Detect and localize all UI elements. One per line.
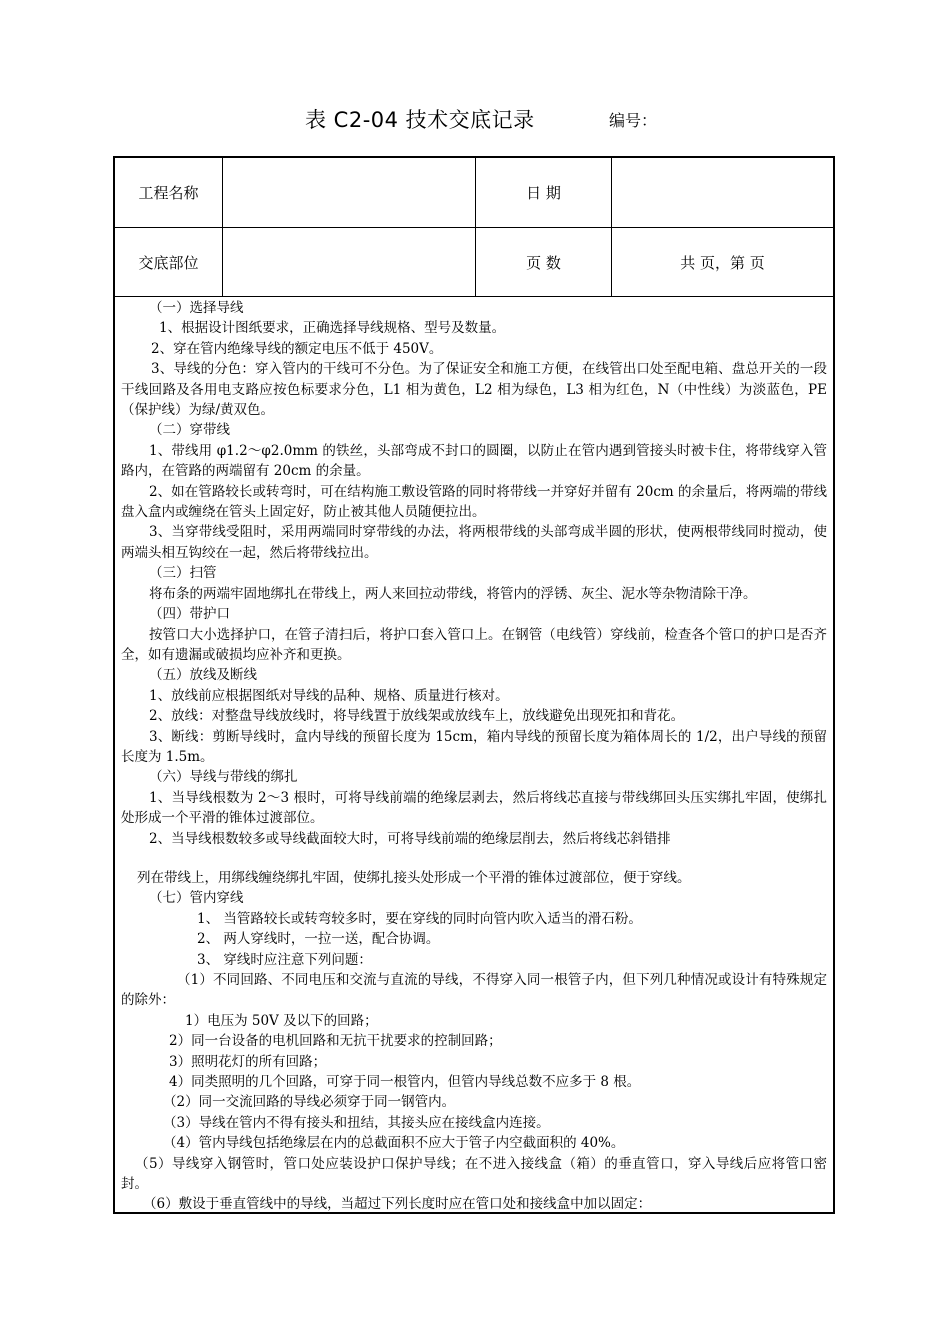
content-line: 1、 当管路较长或转弯较多时，要在穿线的同时向管内吹入适当的滑石粉。 xyxy=(197,910,642,927)
content-line: 2、当导线根数较多或导线截面较大时，可将导线前端的绝缘层削去，然后将线芯斜错排 xyxy=(149,830,671,847)
content-line: （四）带护口 xyxy=(149,606,230,623)
content-line: 3、断线：剪断导线时，盒内导线的预留长度为 15cm，箱内导线的预留长度为箱体周长的 1/2，出户导线的预留长度为 1.5m。 xyxy=(121,728,827,765)
content-line: 1、放线前应根据图纸对导线的品种、规格、质量进行核对。 xyxy=(149,687,509,704)
project-name-label: 工程名称 xyxy=(138,184,199,202)
content-line: （3）导线在管内不得有接头和扭结，其接头应在接线盒内连接。 xyxy=(163,1114,550,1131)
content-line: （一）选择导线 xyxy=(149,300,244,316)
serial-number-label: 编号： xyxy=(609,111,658,130)
content-line: （5）导线穿入钢管时，管口处应装设护口保护导线；在不进入接线盒（箱）的垂直管口，穿入导线后应将管口密封。 xyxy=(121,1155,827,1193)
pages-value: 共 页，第 页 xyxy=(680,253,765,272)
content-line: 2、如在管路较长或转弯时，可在结构施工敷设管路的同时将带线一并穿好并留有 20cm 的余量后，将两端的带线盘入盒内或缠绕在管头上固定好，防止被其他人员随便拉出。 xyxy=(121,483,827,521)
document-title: 表 C2-04 技术交底记录 xyxy=(305,108,535,132)
content-line: 4）同类照明的几个回路，可穿于同一根管内，但管内导线总数不应多于 8 根。 xyxy=(169,1074,641,1091)
date-label: 日 期 xyxy=(526,184,561,202)
content-line: （六）导线与带线的绑扎 xyxy=(149,769,298,786)
content-line: 3、导线的分色：穿入管内的干线可不分色。为了保证安全和施工方便，在线管出口处至配电箱、盘总开关的一段干线回路及各用电支路应按色标要求分色，L1 相为黄色，L2 相为绿色，L3 相为红色，N（中性线）为淡蓝色，PE（保护线）为绿/黄双色。 xyxy=(121,361,827,419)
content-line: （6）敷设于垂直管线中的导线，当超过下列长度时应在管口处和接线盒中加以固定： xyxy=(143,1196,652,1212)
section-field[interactable] xyxy=(223,228,475,296)
content-line: 将布条的两端牢固地绑扎在带线上，两人来回拉动带线，将管内的浮锈、灰尘、泥水等杂物清除干净。 xyxy=(149,585,757,602)
content-line: 按管口大小选择护口，在管子清扫后，将护口套入管口上。在钢管（电线管）穿线前，检查各个管口的护口是否齐全，如有遗漏或破损均应补齐和更换。 xyxy=(121,626,827,663)
document-header xyxy=(0,104,950,138)
pages-label: 页 数 xyxy=(526,253,561,272)
content-line: 2、 两人穿线时，一拉一送，配合协调。 xyxy=(197,931,440,948)
content-line: 1、带线用 φ1.2～φ2.0mm 的铁丝，头部弯成不封口的圆圈，以防止在管内遇到管接头时被卡住，将带线穿入管路内，在管路的两端留有 20cm 的余量。 xyxy=(121,442,827,480)
content-line: （二）穿带线 xyxy=(149,422,230,439)
blank-line xyxy=(121,849,827,868)
content-line: 1、当导线根数为 2～3 根时，可将导线前端的绝缘层剥去，然后将线芯直接与带线绑回头压实绑扎牢固，使绑扎处形成一个平滑的锥体过渡部位。 xyxy=(121,789,827,827)
row-divider-2 xyxy=(115,296,833,297)
disclosure-content xyxy=(121,298,827,1212)
content-line: （三）扫管 xyxy=(149,565,217,582)
content-line: 3）照明花灯的所有回路； xyxy=(169,1053,327,1070)
project-name-field[interactable] xyxy=(223,158,475,227)
content-line: （1）不同回路、不同电压和交流与直流的导线，不得穿入同一根管子内，但下列几种情况或设计有特殊规定的除外： xyxy=(121,972,827,1009)
content-line: （五）放线及断线 xyxy=(149,667,257,684)
content-line: 2）同一台设备的电机回路和无抗干扰要求的控制回路； xyxy=(169,1033,502,1050)
content-line: 2、穿在管内绝缘导线的额定电压不低于 450V。 xyxy=(151,340,443,357)
section-label: 交底部位 xyxy=(138,253,199,272)
content-line: 1、根据设计图纸要求，正确选择导线规格、型号及数量。 xyxy=(159,320,506,337)
date-field[interactable] xyxy=(612,158,833,227)
record-table xyxy=(113,156,835,1214)
content-line: 1）电压为 50V 及以下的回路； xyxy=(185,1012,378,1029)
content-line: 列在带线上，用绑线缠绕绑扎牢固，使绑扎接头处形成一个平滑的锥体过渡部位，便于穿线。 xyxy=(137,869,691,886)
content-line: 3、 穿线时应注意下列问题： xyxy=(197,951,372,968)
content-line: 3、当穿带线受阻时，采用两端同时穿带线的办法，将两根带线的头部弯成半圆的形状，使两根带线同时搅动，使两端头相互钩绞在一起，然后将带线拉出。 xyxy=(121,524,827,561)
content-line: 2、放线：对整盘导线放线时，将导线置于放线架或放线车上，放线避免出现死扣和背花。 xyxy=(149,708,685,725)
content-line: （七）管内穿线 xyxy=(149,890,244,907)
content-line: （4）管内导线包括绝缘层在内的总截面积不应大于管子内空截面积的 40%。 xyxy=(163,1135,625,1152)
content-line: （2）同一交流回路的导线必须穿于同一钢管内。 xyxy=(163,1094,456,1111)
